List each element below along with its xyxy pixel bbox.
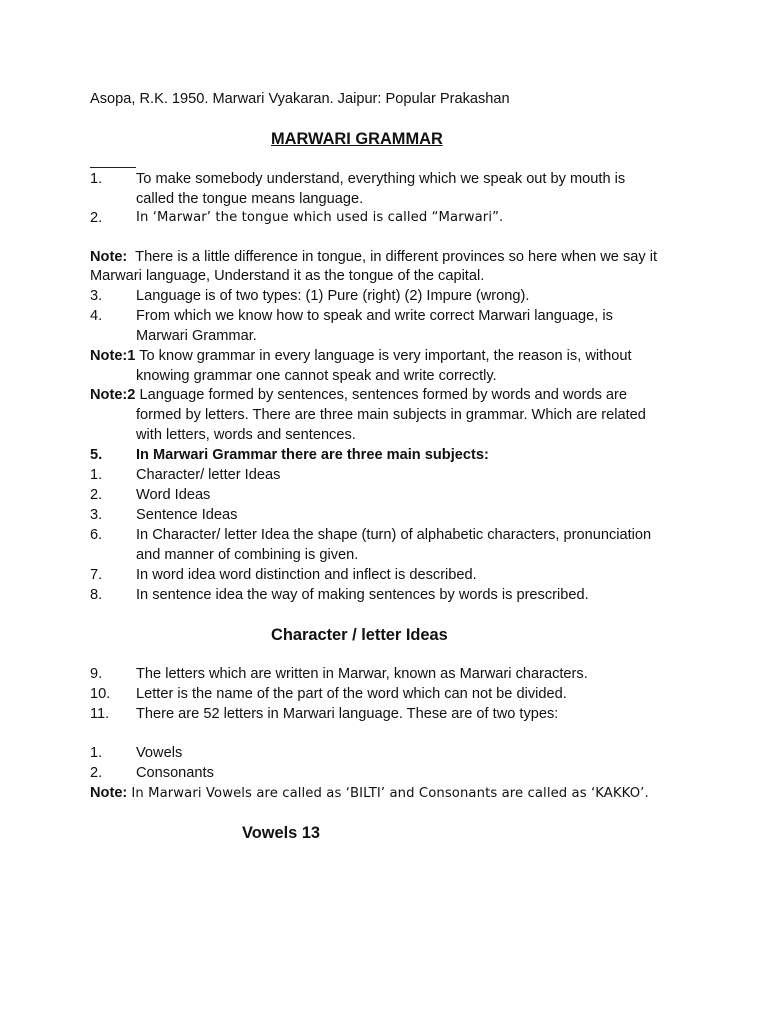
note-a-line-1: There is a little difference in tongue, in different provinces so here when we say it	[135, 249, 658, 265]
item-8-text: In sentence idea the way of making sentences by words is prescribed.	[136, 587, 589, 603]
note-vowels-text: In Marwari Vowels are called as ‘BILTI’ and Consonants are called as ‘KAKKO’.	[131, 786, 649, 801]
type-2-number: 2.	[90, 765, 103, 781]
note-2-label: Note:2	[90, 387, 136, 403]
item-9-number: 9.	[90, 666, 103, 682]
note-2-line-3: with letters, words and sentences.	[136, 427, 356, 443]
item-3-number: 3.	[90, 288, 103, 304]
note-a	[90, 247, 657, 267]
item-11-text: There are 52 letters in Marwari language. These are of two types:	[136, 706, 559, 722]
subject-3-number: 3.	[90, 507, 103, 523]
section-heading-vowels: Vowels 13	[242, 824, 321, 842]
note-2-line-2: formed by letters. There are three main subjects in grammar. Which are related	[136, 407, 646, 423]
type-1-number: 1.	[90, 745, 103, 761]
note-vowels-label: Note:	[90, 785, 128, 801]
note-1-label: Note:1	[90, 348, 136, 364]
citation: Asopa, R.K. 1950. Marwari Vyakaran. Jaipur: Popular Prakashan	[90, 91, 510, 107]
item-4-line-1: From which we know how to speak and write correct Marwari language, is	[136, 308, 613, 324]
subject-2-text: Word Ideas	[136, 487, 211, 503]
type-1-text: Vowels	[136, 745, 183, 761]
section-heading-character-ideas: Character / letter Ideas	[271, 626, 448, 644]
item-1-line-2: called the tongue means language.	[136, 191, 364, 207]
subject-1-text: Character/ letter Ideas	[136, 467, 281, 483]
note-2	[90, 385, 627, 405]
item-9-text: The letters which are written in Marwar, known as Marwari characters.	[136, 666, 588, 682]
subject-3-text: Sentence Ideas	[136, 507, 238, 523]
item-4-number: 4.	[90, 308, 103, 324]
item-10-number: 10.	[90, 686, 111, 702]
note-1-line-1: To know grammar in every language is very important, the reason is, without	[139, 348, 632, 364]
item-3-text: Language is of two types: (1) Pure (right) (2) Impure (wrong).	[136, 288, 530, 304]
short-rule	[90, 167, 136, 168]
item-11-number: 11.	[90, 706, 110, 722]
item-5-number: 5.	[90, 447, 103, 463]
page-title: MARWARI GRAMMAR	[271, 130, 443, 148]
item-1-line-1: To make somebody understand, everything which we speak out by mouth is	[136, 171, 626, 187]
item-8-number: 8.	[90, 587, 103, 603]
note-a-label: Note:	[90, 249, 128, 265]
item-7-text: In word idea word distinction and inflect is described.	[136, 567, 477, 583]
item-6-number: 6.	[90, 527, 103, 543]
subject-2-number: 2.	[90, 487, 103, 503]
subject-1-number: 1.	[90, 467, 103, 483]
note-a-line-2: Marwari language, Understand it as the tongue of the capital.	[90, 268, 485, 284]
item-7-number: 7.	[90, 567, 103, 583]
item-5-text: In Marwari Grammar there are three main subjects:	[136, 447, 489, 463]
note-vowels	[90, 783, 649, 804]
item-6-line-1: In Character/ letter Idea the shape (turn) of alphabetic characters, pronunciation	[136, 527, 652, 543]
note-1-line-2: knowing grammar one cannot speak and write correctly.	[136, 368, 497, 384]
type-2-text: Consonants	[136, 765, 214, 781]
item-10-text: Letter is the name of the part of the word which can not be divided.	[136, 686, 567, 702]
note-2-line-1: Language formed by sentences, sentences formed by words and words are	[139, 387, 628, 403]
item-4-line-2: Marwari Grammar.	[136, 328, 257, 344]
item-6-line-2: and manner of combining is given.	[136, 547, 359, 563]
item-2-text: In ‘Marwar’ the tongue which used is called “Marwari”.	[136, 210, 504, 225]
item-2-number: 2.	[90, 210, 103, 226]
item-1-number: 1.	[90, 171, 103, 187]
note-1	[90, 346, 632, 366]
